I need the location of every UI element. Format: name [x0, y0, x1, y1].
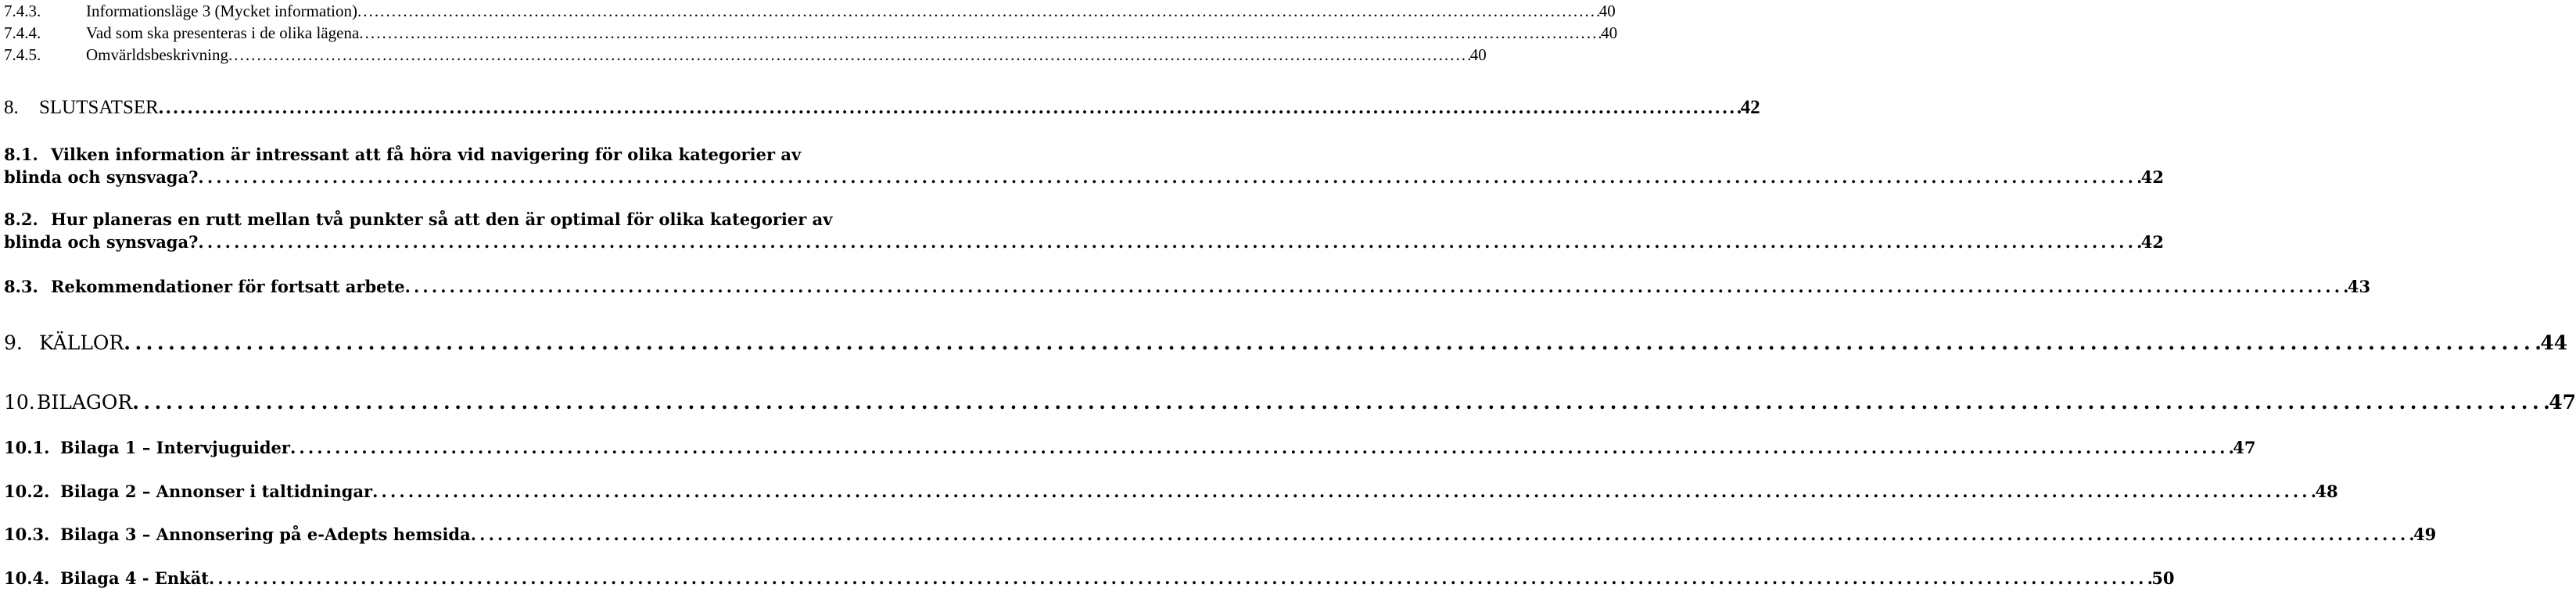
- toc-entry-8-1[interactable]: [4, 145, 2164, 187]
- toc-leader: [198, 232, 2140, 252]
- toc-title-continued: blinda och synsvaga?: [4, 232, 199, 252]
- toc-leader: [209, 568, 2151, 588]
- toc-leader: [159, 97, 1741, 119]
- toc-number: 10.4.: [4, 568, 50, 588]
- toc-title: SLUTSATSER: [39, 97, 159, 118]
- toc-entry-8-2[interactable]: [4, 210, 2164, 252]
- toc-page: 48: [2315, 482, 2338, 501]
- toc-page: 40: [1469, 45, 1487, 64]
- toc-page: 43: [2347, 277, 2371, 296]
- toc-title: KÄLLOR: [39, 331, 124, 354]
- toc-title: Omvärldsbeskrivning: [86, 45, 228, 64]
- toc-leader: [405, 277, 2348, 296]
- toc-page: 42: [2140, 167, 2164, 187]
- toc-entry-8-3[interactable]: [4, 277, 2371, 296]
- toc-page: 40: [1601, 23, 1618, 42]
- toc-title: Bilaga 1 – Intervjuguider: [60, 438, 290, 457]
- toc-entry-9[interactable]: [4, 331, 2568, 354]
- toc-number: 7.4.3.: [4, 2, 41, 20]
- toc-page: 44: [2540, 331, 2568, 354]
- toc-number: 10.1.: [4, 438, 50, 457]
- toc-entry-10-1[interactable]: [4, 438, 2256, 457]
- toc-number: 8.: [4, 97, 19, 118]
- toc-leader: [198, 167, 2140, 187]
- toc-number: 9.: [4, 331, 23, 354]
- toc-title: Informationsläge 3 (Mycket information): [86, 2, 357, 20]
- toc-entry-10[interactable]: [4, 391, 2576, 414]
- toc-leader: [372, 482, 2315, 501]
- toc-number: 10.3.: [4, 525, 50, 544]
- toc-number: 10.: [4, 391, 35, 414]
- toc-title: Bilaga 2 – Annonser i taltidningar: [60, 482, 373, 501]
- toc-entry-7-4-3[interactable]: [4, 2, 1616, 21]
- toc-number: 8.1.: [4, 145, 38, 164]
- toc-page: 47: [2233, 438, 2256, 457]
- toc-leader: [228, 45, 1470, 65]
- toc-entry-10-2[interactable]: [4, 482, 2338, 501]
- toc-entry-10-3[interactable]: [4, 525, 2437, 544]
- toc-title: Hur planeras en rutt mellan två punkter så att den är optimal för olika kategorier av: [51, 210, 833, 229]
- toc-title-continued: blinda och synsvaga?: [4, 167, 199, 187]
- toc-leader: [471, 525, 2413, 544]
- toc-page: 42: [2140, 232, 2164, 252]
- toc-title: Rekommendationer för fortsatt arbete: [51, 277, 405, 296]
- toc-title: Bilaga 4 - Enkät: [60, 568, 209, 588]
- toc-page: 49: [2413, 525, 2437, 544]
- toc-title: Vilken information är intressant att få höra vid navigering för olika kategorier av: [51, 145, 802, 164]
- toc-number: 8.2.: [4, 210, 38, 229]
- toc-number: 7.4.5.: [4, 45, 41, 64]
- toc-entry-8[interactable]: [4, 97, 1760, 119]
- toc-page: 47: [2549, 391, 2576, 414]
- toc-page: 50: [2151, 568, 2175, 588]
- toc-number: 7.4.4.: [4, 23, 41, 42]
- toc-leader: [124, 331, 2540, 354]
- toc-page: 40: [1598, 2, 1616, 20]
- toc-number: 10.2.: [4, 482, 50, 501]
- toc-entry-7-4-5[interactable]: [4, 45, 1487, 65]
- toc-title: Bilaga 3 – Annonsering på e-Adepts hemsida: [60, 525, 471, 544]
- toc-leader: [132, 391, 2549, 414]
- toc-number: 8.3.: [4, 277, 38, 296]
- toc-title: Vad som ska presenteras i de olika lägena: [86, 23, 360, 42]
- toc-leader: [357, 2, 1599, 21]
- toc-entry-7-4-4[interactable]: [4, 23, 1618, 43]
- toc-entry-10-4[interactable]: [4, 568, 2175, 588]
- toc-leader: [359, 23, 1601, 43]
- toc-page: 42: [1740, 97, 1760, 118]
- toc-leader: [290, 438, 2233, 457]
- toc-title: BILAGOR: [37, 391, 133, 414]
